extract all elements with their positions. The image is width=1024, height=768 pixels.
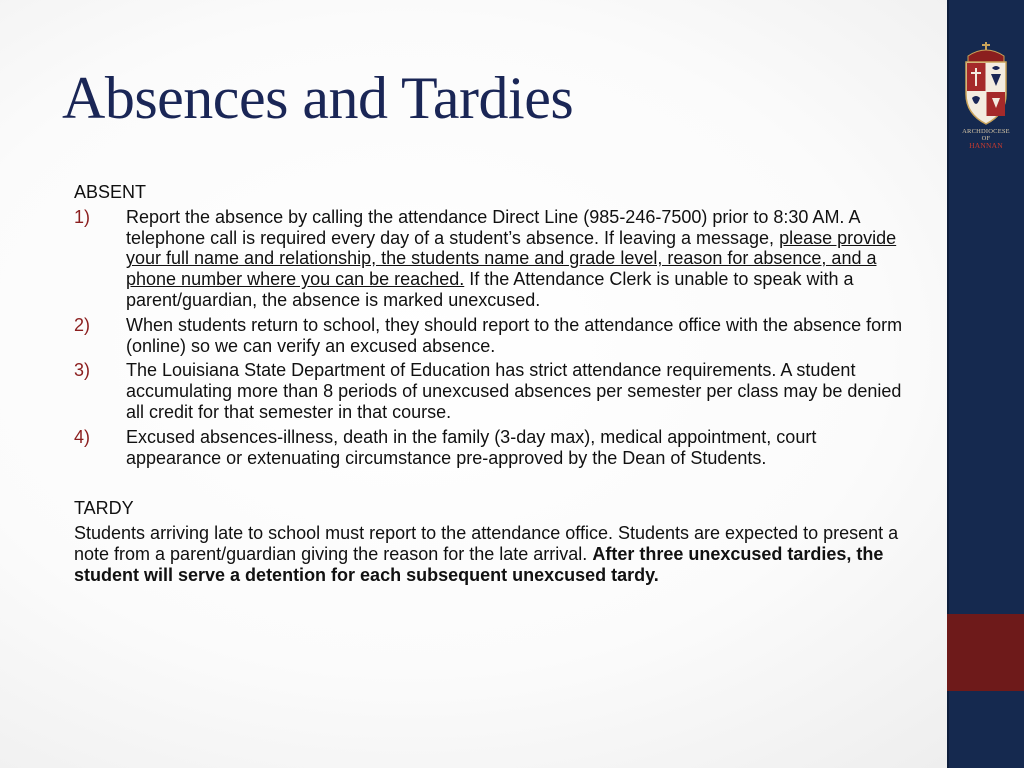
list-text-part: Report the absence by calling the attendance Direct Line (985-246-7500) prior to 8:30 AM. A telephone call is required every day of a student’s absence. If leaving a message, [126,206,860,248]
tardy-bold-text: After three unexcused tardies, the student will serve a detention for each subsequent unexcused tardy. [74,543,884,585]
list-text: When students return to school, they should report to the attendance office with the absence form (online) so we can verify an excused absence. [126,314,903,356]
list-text: The Louisiana State Department of Education has strict attendance requirements. A student accumulating more than 8 periods of unexcused absences per semester per class may be denied all credit for that semester in that course. [126,360,902,422]
list-text [126,207,914,311]
absent-list [74,207,914,469]
absent-heading: ABSENT [74,182,147,202]
logo-line1: ARCHDIOCESE OF [962,128,1010,142]
list-item [74,360,914,422]
list-number: 4) [74,426,91,447]
crest-shield-icon [958,40,1014,128]
accent-block [947,614,1024,691]
tardy-heading: TARDY [74,498,134,519]
list-item [74,427,914,469]
tardy-text: Students arriving late to school must report to the attendance office. Students are expected to present a note from a parent/guardian giving the reason for the late arrival. [74,523,899,564]
list-number: 3) [74,360,91,381]
list-item [74,315,914,357]
list-item [74,207,914,311]
logo-line2: HANNAN [969,141,1003,150]
slide-body [74,182,914,586]
logo-caption [958,128,1014,149]
tardy-paragraph [74,523,914,585]
archdiocese-logo [958,40,1014,150]
slide-title: Absences and Tardies [62,65,574,131]
list-text-part: If the Attendance Clerk is unable to speak with a parent/guardian, the absence is marked unexcused. [126,269,854,310]
list-text: Excused absences-illness, death in the family (3-day max), medical appointment, court appearance or extenuating circumstance pre-approved by the Dean of Students. [126,426,817,468]
list-number: 2) [74,314,91,335]
section-spacer [74,472,914,498]
underlined-instructions: please provide your full name and relationship, the students name and grade level, reason for absence, and a phone number where you can be reached. [126,227,897,290]
list-number: 1) [74,206,91,227]
